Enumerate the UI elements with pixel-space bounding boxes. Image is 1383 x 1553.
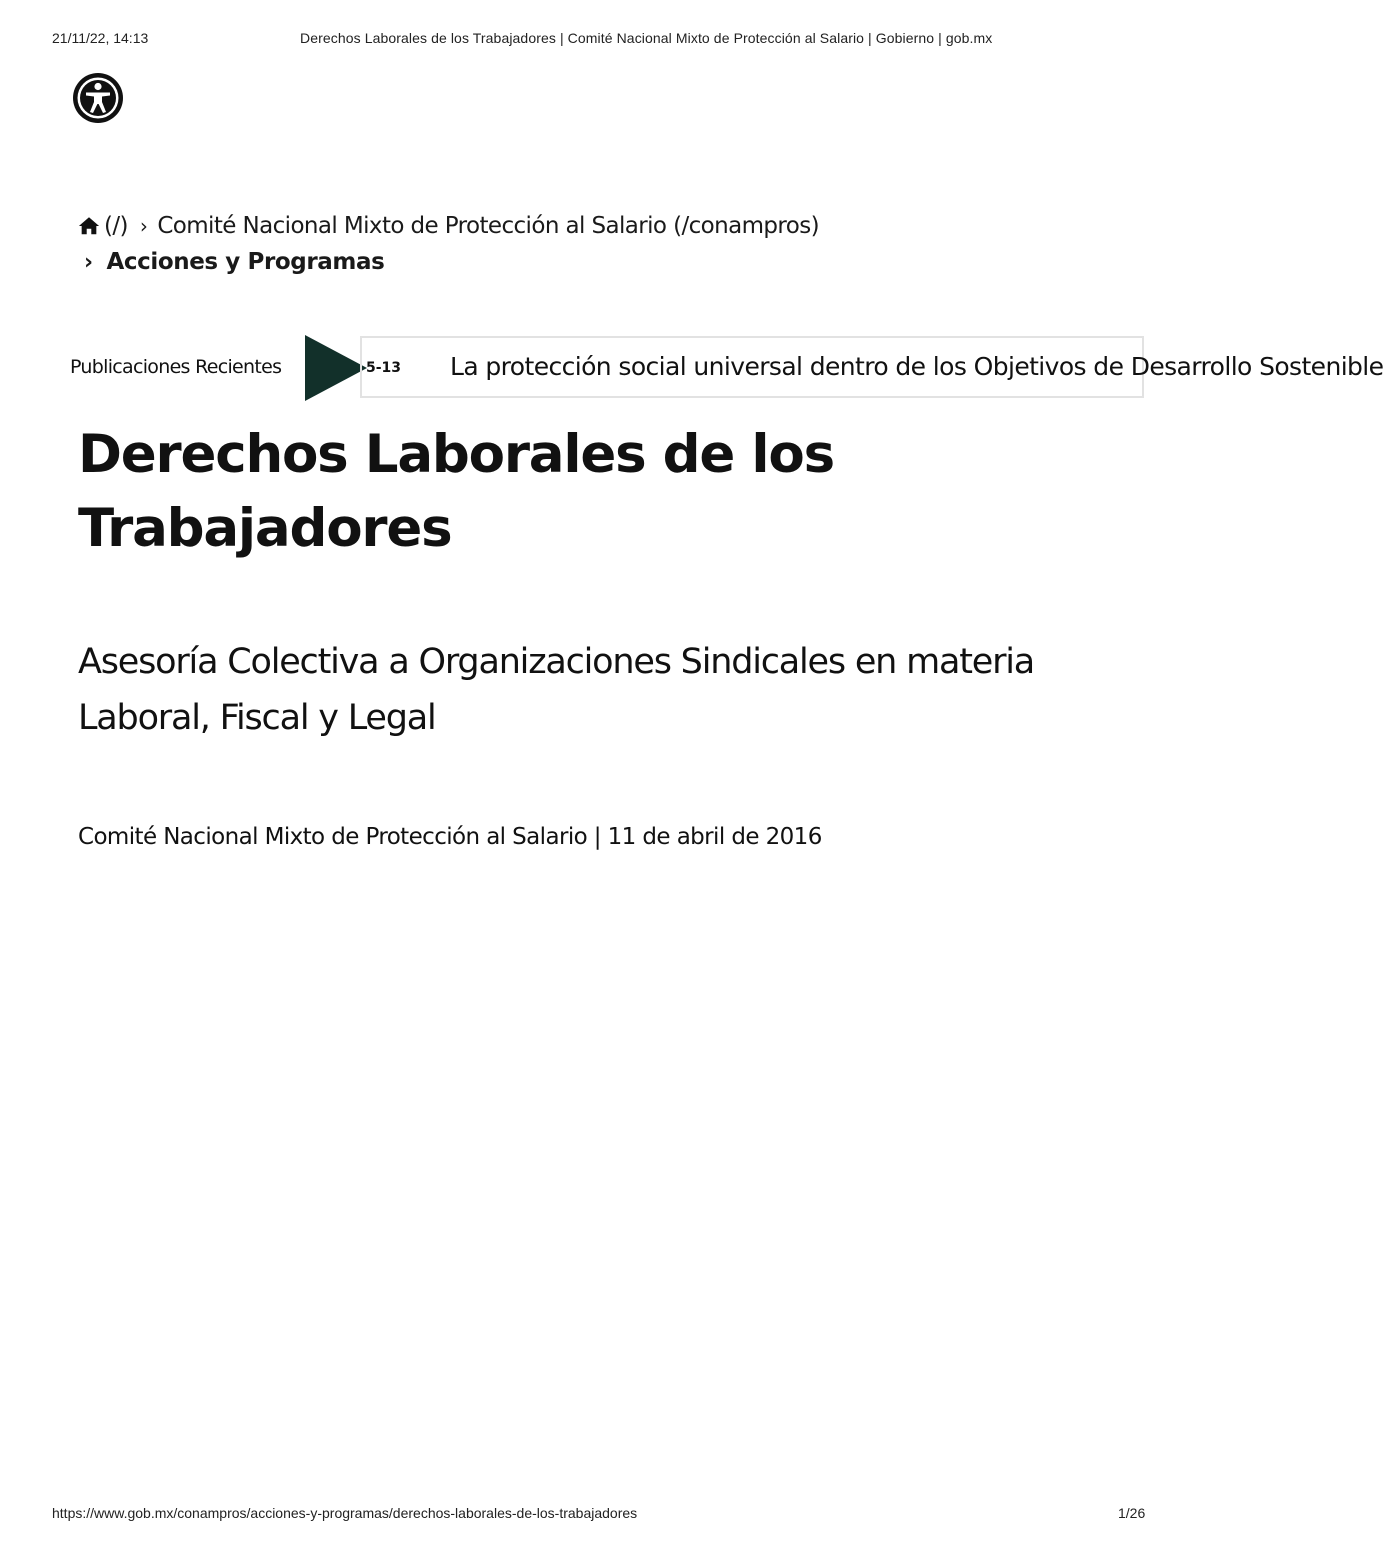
breadcrumb-home-link[interactable]: (/) (104, 213, 128, 239)
print-page-number: 1/26 (1118, 1505, 1146, 1521)
accessibility-button[interactable] (71, 71, 125, 125)
breadcrumb (78, 208, 819, 280)
accessibility-icon (71, 71, 125, 125)
page-title: Derechos Laborales de los Trabajadores (78, 424, 834, 559)
print-footer (0, 1505, 1200, 1525)
home-icon[interactable] (78, 215, 100, 237)
print-datetime: 21/11/22, 14:13 (52, 30, 149, 46)
print-header (0, 30, 1200, 50)
recent-publications-label: Publicaciones Recientes (70, 356, 282, 378)
breadcrumb-separator: › (84, 249, 93, 275)
ticker-item-date: 5-13 (366, 360, 402, 376)
recent-publications-ticker[interactable] (360, 336, 1383, 398)
print-page-title: Derechos Laborales de los Trabajadores | Comité Nacional Mixto de Protección al Salario | Gobierno | gob.mx (300, 30, 993, 46)
ticker-item-link[interactable]: La protección social universal dentro de los Objetivos de Desarrollo Sostenible (450, 352, 1383, 381)
article-byline: Comité Nacional Mixto de Protección al Salario | 11 de abril de 2016 (78, 824, 822, 850)
page-subtitle: Asesoría Colectiva a Organizaciones Sindicales en materia Laboral, Fiscal y Legal (78, 642, 1035, 738)
play-arrow-icon[interactable] (305, 335, 367, 401)
breadcrumb-parent-link[interactable]: Comité Nacional Mixto de Protección al Salario (/conampros) (157, 213, 819, 239)
breadcrumb-current: Acciones y Programas (106, 249, 385, 275)
breadcrumb-separator: › (139, 214, 148, 238)
print-url: https://www.gob.mx/conampros/acciones-y-programas/derechos-laborales-de-los-trabajadores (52, 1505, 638, 1521)
